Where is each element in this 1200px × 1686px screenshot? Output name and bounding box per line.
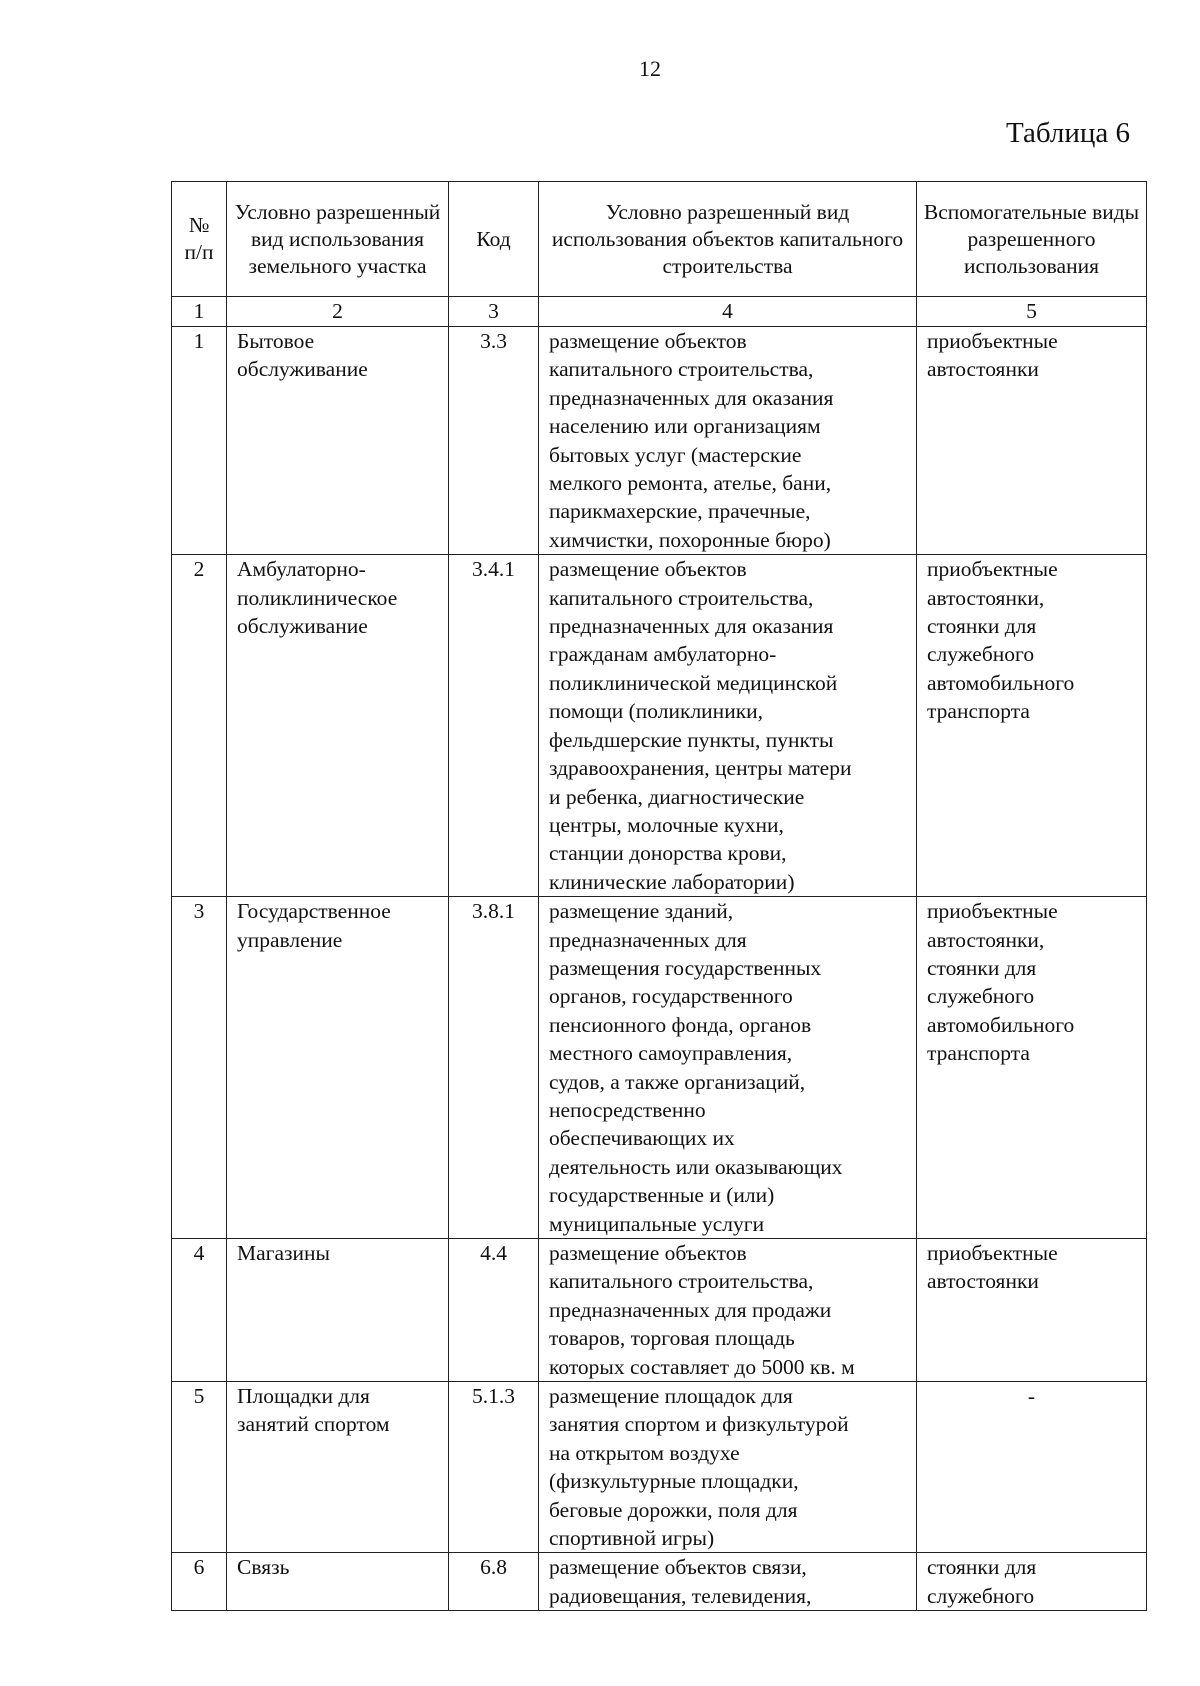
table-row xyxy=(172,1382,1147,1553)
table-caption: Таблица 6 xyxy=(1005,117,1130,149)
table-row xyxy=(172,555,1147,897)
column-number: 2 xyxy=(227,297,449,327)
table-row xyxy=(172,1553,1147,1611)
table-row xyxy=(172,1239,1147,1382)
auxiliary-cell: приобъектные автостоянки xyxy=(917,327,1147,555)
header-code: Код xyxy=(449,182,539,297)
capital-use-cell: размещение объектов капитального строительства, предназначенных для оказания населению или организациям бытовых услуг (мастерские мелкого ремонта, ателье, бани, парикмахерские, прачечные, химчистки, похоронные бюро) xyxy=(539,327,917,555)
table-row xyxy=(172,897,1147,1239)
row-number: 6 xyxy=(172,1553,227,1611)
code-cell: 3.3 xyxy=(449,327,539,555)
column-number-row xyxy=(172,297,1147,327)
auxiliary-cell: - xyxy=(917,1382,1147,1553)
auxiliary-cell: приобъектные автостоянки xyxy=(917,1239,1147,1382)
column-number: 1 xyxy=(172,297,227,327)
row-number: 5 xyxy=(172,1382,227,1553)
header-num: № п/п xyxy=(172,182,227,297)
auxiliary-cell: стоянки для служебного xyxy=(917,1553,1147,1611)
code-cell: 4.4 xyxy=(449,1239,539,1382)
land-use-cell: Амбулаторно- поликлиническое обслуживание xyxy=(227,555,449,897)
code-cell: 5.1.3 xyxy=(449,1382,539,1553)
row-number: 4 xyxy=(172,1239,227,1382)
auxiliary-cell: приобъектные автостоянки, стоянки для служебного автомобильного транспорта xyxy=(917,555,1147,897)
capital-use-cell: размещение объектов капитального строительства, предназначенных для продажи товаров, торговая площадь которых составляет до 5000 кв. м xyxy=(539,1239,917,1382)
table-header-row xyxy=(172,182,1147,297)
column-number: 4 xyxy=(539,297,917,327)
land-use-cell: Магазины xyxy=(227,1239,449,1382)
header-capital-use: Условно разрешенный вид использования объектов капитального строительства xyxy=(539,182,917,297)
row-number: 2 xyxy=(172,555,227,897)
header-land-use: Условно разрешенный вид использования земельного участка xyxy=(227,182,449,297)
capital-use-cell: размещение объектов связи, радиовещания, телевидения, xyxy=(539,1553,917,1611)
column-number: 5 xyxy=(917,297,1147,327)
land-use-table xyxy=(171,181,1147,1611)
code-cell: 6.8 xyxy=(449,1553,539,1611)
code-cell: 3.4.1 xyxy=(449,555,539,897)
capital-use-cell: размещение зданий, предназначенных для размещения государственных органов, государственного пенсионного фонда, органов местного самоуправления, судов, а также организаций, непосредственно обеспечивающих их деятельность или оказывающих государственные и (или) муниципальные услуги xyxy=(539,897,917,1239)
table-row xyxy=(172,327,1147,555)
code-cell: 3.8.1 xyxy=(449,897,539,1239)
land-use-cell: Площадки для занятий спортом xyxy=(227,1382,449,1553)
capital-use-cell: размещение объектов капитального строительства, предназначенных для оказания гражданам амбулаторно- поликлинической медицинской помощи (поликлиники, фельдшерские пункты, пункты здравоохранения, центры матери и ребенка, диагностические центры, молочные кухни, станции донорства крови, клинические лаборатории) xyxy=(539,555,917,897)
page-number: 12 xyxy=(639,56,661,81)
auxiliary-cell: приобъектные автостоянки, стоянки для служебного автомобильного транспорта xyxy=(917,897,1147,1239)
row-number: 3 xyxy=(172,897,227,1239)
land-use-cell: Государственное управление xyxy=(227,897,449,1239)
column-number: 3 xyxy=(449,297,539,327)
land-use-cell: Бытовое обслуживание xyxy=(227,327,449,555)
header-auxiliary: Вспомогательные виды разрешенного использования xyxy=(917,182,1147,297)
row-number: 1 xyxy=(172,327,227,555)
land-use-cell: Связь xyxy=(227,1553,449,1611)
capital-use-cell: размещение площадок для занятия спортом и физкультурой на открытом воздухе (физкультурные площадки, беговые дорожки, поля для спортивной игры) xyxy=(539,1382,917,1553)
